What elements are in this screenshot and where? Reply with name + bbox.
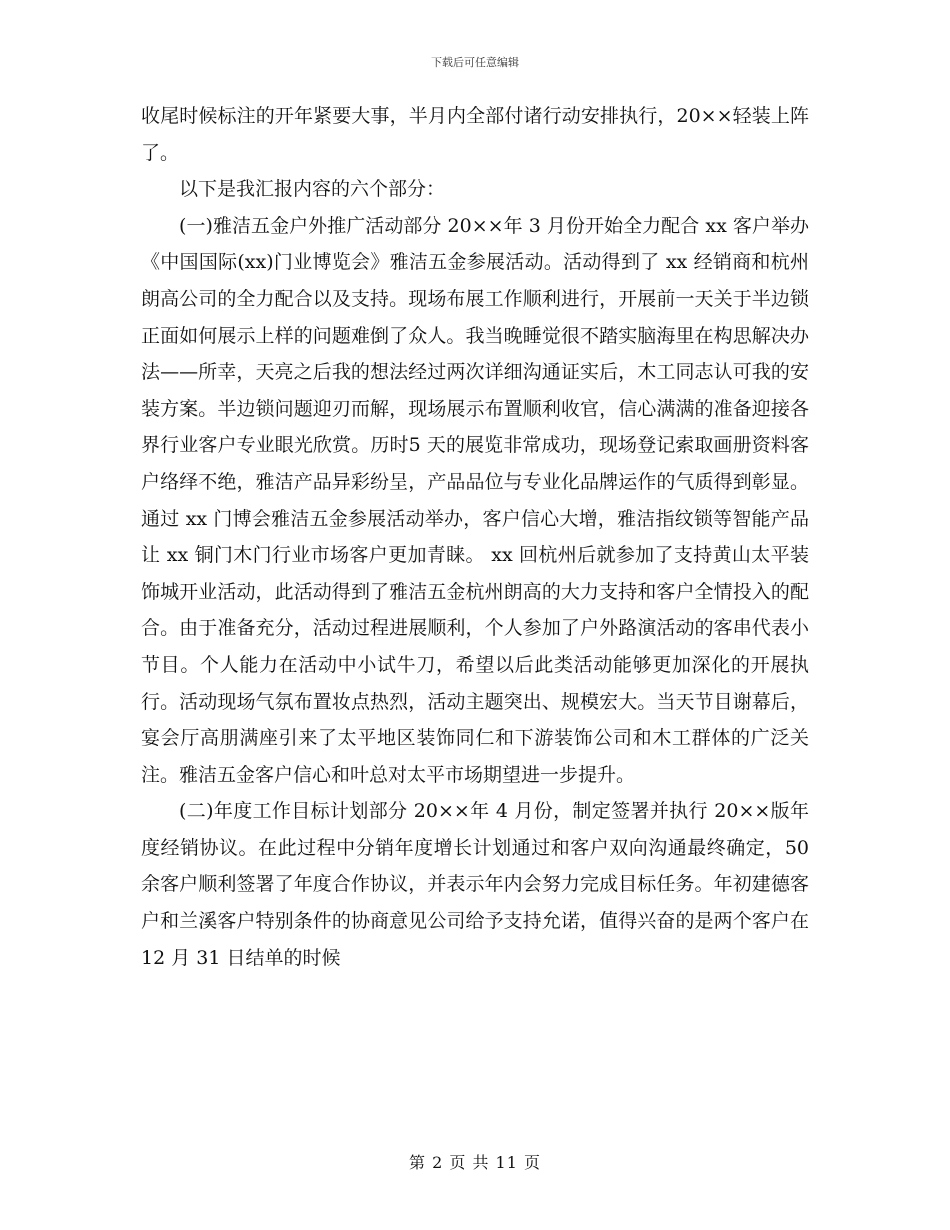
page-header: 下载后可任意编辑 <box>431 56 519 69</box>
page-footer: 第 2 页 共 11 页 <box>409 1153 541 1172</box>
paragraph-section-two: (二)年度工作目标计划部分 20××年 4 月份，制定签署并执行 20××版年度经销协议。在此过程中分销年度增长计划通过和客户双向沟通最终确定，50 余客户顺利签署了年度合作协议，并表示年内会努力完成目标任务。年初建德客户和兰溪客户特别条件的协商意见公司给予支持允诺，值得兴奋的是两个客户在 12 月 31 日结单的时候 <box>141 800 809 969</box>
paragraph-intro: 以下是我汇报内容的六个部分： <box>179 178 446 201</box>
document-body <box>141 98 809 976</box>
paragraph-continuation: 收尾时候标注的开年紧要大事，半月内全部付诸行动安排执行，20××轻装上阵了。 <box>141 105 809 164</box>
paragraph-section-one: (一)雅洁五金户外推广活动部分 20××年 3 月份开始全力配合 xx 客户举办《中国国际(xx)门业博览会》雅洁五金参展活动。活动得到了 xx 经销商和杭州朗高公司的全力配合以及支持。现场布展工作顺利进行，开展前一天关于半边锁正面如何展示上样的问题难倒了众人。我当晚睡觉很不踏实脑海里在构思解决办法——所幸，天亮之后我的想法经过两次详细沟通证实后，木工同志认可我的安装方案。半边锁问题迎刃而解，现场展示布置顺利收官，信心满满的准备迎接各界行业客户专业眼光欣赏。历时5 天的展览非常成功，现场登记索取画册资料客户络绎不绝，雅洁产品异彩纷呈，产品品位与专业化品牌运作的气质得到彰显。通过 xx 门博会雅洁五金参展活动举办，客户信心大增，雅洁指纹锁等智能产品让 xx 铜门木门行业市场客户更加青睐。 xx 回杭州后就参加了支持黄山太平装饰城开业活动，此活动得到了雅洁五金杭州朗高的大力支持和客户全情投入的配合。由于准备充分，活动过程进展顺利，个人参加了户外路演活动的客串代表小节目。个人能力在活动中小试牛刀，希望以后此类活动能够更加深化的开展执行。活动现场气氛布置妆点热烈，活动主题突出、规模宏大。当天节目谢幕后，宴会厅高朋满座引来了太平地区装饰同仁和下游装饰公司和木工群体的广泛关注。雅洁五金客户信心和叶总对太平市场期望进一步提升。 <box>141 214 809 786</box>
